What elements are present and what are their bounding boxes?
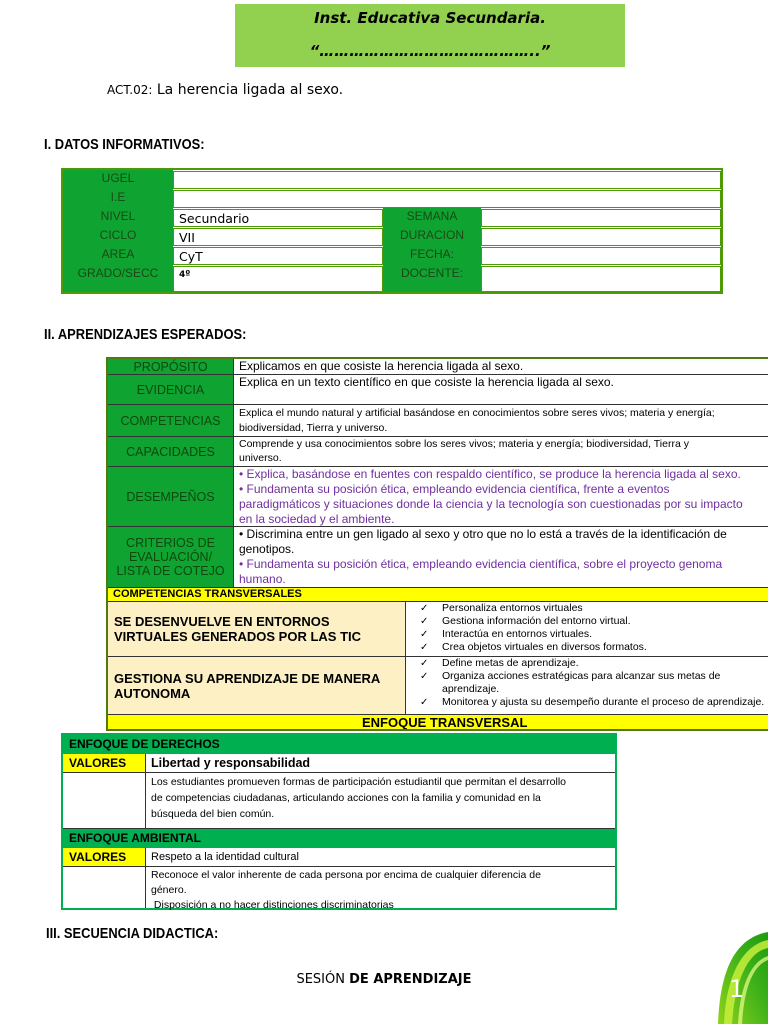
evidencia-label: EVIDENCIA: [108, 375, 234, 405]
competencias-line-1: Explica el mundo natural y artificial basándose en conocimientos sobre seres vivos; materia y energía;: [239, 407, 715, 419]
ugel-value: [173, 171, 721, 189]
autonoma-item-1: ✓ Define metas de aprendizaje.: [406, 657, 768, 670]
activity-name: La herencia ligada al sexo.: [156, 82, 344, 98]
capacidades-line-1: Comprende y usa conocimientos sobre los seres vivos; materia y energía; biodiversidad, Tierra y: [239, 438, 689, 450]
blank-cell-2: [63, 867, 146, 908]
school-name: Inst. Educativa Secundaria.: [314, 9, 546, 27]
ciclo-value: VII: [173, 228, 383, 246]
section-secuencia: III. SECUENCIA DIDACTICA:: [46, 925, 219, 942]
competencias-label: COMPETENCIAS: [108, 405, 234, 437]
ambiental-desc-line-1: Reconoce el valor inherente de cada persona por encima de cualquier diferencia de: [151, 869, 541, 881]
grado-value: 4º: [173, 266, 383, 292]
footer: [0, 972, 768, 987]
fecha-value: [481, 247, 721, 265]
valores-label-2: VALORES: [63, 848, 146, 867]
nivel-label: NIVEL: [63, 208, 173, 227]
docente-value: [481, 266, 721, 292]
ie-label: I.E: [63, 189, 173, 208]
valores-label-1: VALORES: [63, 754, 146, 773]
activity-prefix: ACT.02:: [107, 83, 153, 97]
derechos-desc-line-3: búsqueda del bien común.: [151, 808, 275, 820]
header-banner: [235, 4, 625, 67]
school-name-blank: “……………………………………..”: [309, 42, 551, 60]
autonoma-item-2-cont: aprendizaje.: [442, 683, 500, 695]
tic-item-1: ✓ Personaliza entornos virtuales: [406, 602, 768, 615]
autonoma-checklist: [406, 657, 768, 715]
criterios-line-1: • Discrimina entre un gen ligado al sexo y otro que no lo está a través de la identificación de: [239, 527, 727, 541]
valor-libertad: Libertad y responsabilidad: [146, 754, 615, 773]
enfoque-derechos-title: ENFOQUE DE DERECHOS: [63, 735, 615, 754]
capacidades-label: CAPACIDADES: [108, 437, 234, 467]
ambiental-desc-line-2: género.: [151, 884, 187, 896]
derechos-description: [146, 773, 615, 829]
nivel-value: Secundario: [173, 209, 383, 227]
desempenos-line-3: paradigmáticos y situaciones donde la ciencia y la tecnología son cuestionadas por su impacto: [239, 497, 743, 511]
section-aprendizajes: II. APRENDIZAJES ESPERADOS:: [44, 326, 247, 343]
derechos-desc-line-1: Los estudiantes promueven formas de participación estudiantil que permitan el desarrollo: [151, 776, 566, 788]
desempenos-line-4: en la sociedad y el ambiente.: [239, 512, 395, 526]
section-datos-informativos: I. DATOS INFORMATIVOS:: [44, 136, 205, 153]
criterios-label: CRITERIOS DE EVALUACIÓN/ LISTA DE COTEJO: [108, 527, 234, 588]
semana-value: [481, 209, 721, 227]
aprendizajes-table: [106, 357, 768, 731]
semana-label: SEMANA: [383, 208, 481, 227]
autonoma-competency: GESTIONA SU APRENDIZAJE DE MANERA AUTONOMA: [108, 657, 406, 715]
ciclo-label: CICLO: [63, 227, 173, 246]
desempenos-label: DESEMPEÑOS: [108, 467, 234, 527]
tic-item-3: ✓ Interactúa en entornos virtuales.: [406, 628, 768, 641]
autonoma-item-3: ✓ Monitorea y ajusta su desempeño durante el proceso de aprendizaje.: [406, 696, 768, 709]
ambiental-desc-line-3: Disposición a no hacer distinciones discriminatorias: [151, 899, 394, 911]
proposito-text: Explicamos en que cosiste la herencia ligada al sexo.: [234, 359, 768, 375]
tic-competency: SE DESENVUELVE EN ENTORNOS VIRTUALES GENERADOS POR LAS TIC: [108, 602, 406, 657]
tic-checklist: [406, 602, 768, 657]
ugel-label: UGEL: [63, 170, 173, 189]
valor-respeto: Respeto a la identidad cultural: [146, 848, 615, 867]
criterios-line-2: genotipos.: [239, 542, 295, 556]
competencias-transversales-bar: COMPETENCIAS TRANSVERSALES: [108, 588, 768, 602]
derechos-desc-line-2: de competencias ciudadanas, articulando acciones con la familia y comunidad en la: [151, 792, 541, 804]
ambiental-description: [146, 867, 615, 911]
criterios-line-3: • Fundamenta su posición ética, empleando evidencia científica, sobre el proyecto genoma: [239, 557, 723, 571]
blank-cell-1: [63, 773, 146, 829]
page-number: 1: [729, 975, 745, 1003]
tic-item-4: ✓ Crea objetos virtuales en diversos formatos.: [406, 641, 768, 654]
datos-table: [61, 168, 723, 294]
capacidades-text: [234, 437, 768, 467]
ie-value: [173, 190, 721, 208]
competencias-text: [234, 405, 768, 437]
duracion-label: DURACION: [383, 227, 481, 246]
fecha-label: FECHA:: [383, 246, 481, 265]
area-value: CyT: [173, 247, 383, 265]
docente-label: DOCENTE:: [383, 265, 481, 292]
tic-item-2: ✓ Gestiona información del entorno virtual.: [406, 615, 768, 628]
activity-title: [107, 82, 343, 98]
competencias-line-2: biodiversidad, Tierra y universo.: [239, 422, 388, 434]
enfoque-ambiental-title: ENFOQUE AMBIENTAL: [63, 829, 615, 848]
footer-bold: DE APRENDIZAJE: [349, 972, 472, 987]
desempenos-text: [234, 467, 768, 527]
criterios-text: [234, 527, 768, 588]
enfoques-table: [61, 733, 617, 910]
proposito-label: PROPÓSITO: [108, 359, 234, 375]
grado-label: GRADO/SECC: [63, 265, 173, 292]
evidencia-text: Explica en un texto científico en que cosiste la herencia ligada al sexo.: [234, 375, 768, 405]
footer-prefix: SESIÓN: [296, 972, 345, 987]
desempenos-line-1: • Explica, basándose en fuentes con respaldo científico, se produce la herencia ligada al sexo.: [239, 467, 741, 481]
autonoma-item-2: ✓ Organiza acciones estratégicas para alcanzar sus metas de: [406, 670, 768, 683]
desempenos-line-2: • Fundamenta su posición ética, empleando evidencia científica, frente a eventos: [239, 482, 670, 496]
criterios-line-4: humano.: [239, 572, 286, 586]
capacidades-line-2: universo.: [239, 452, 282, 464]
enfoque-transversal-bar: ENFOQUE TRANSVERSAL: [108, 715, 768, 731]
area-label: AREA: [63, 246, 173, 265]
duracion-value: [481, 228, 721, 246]
